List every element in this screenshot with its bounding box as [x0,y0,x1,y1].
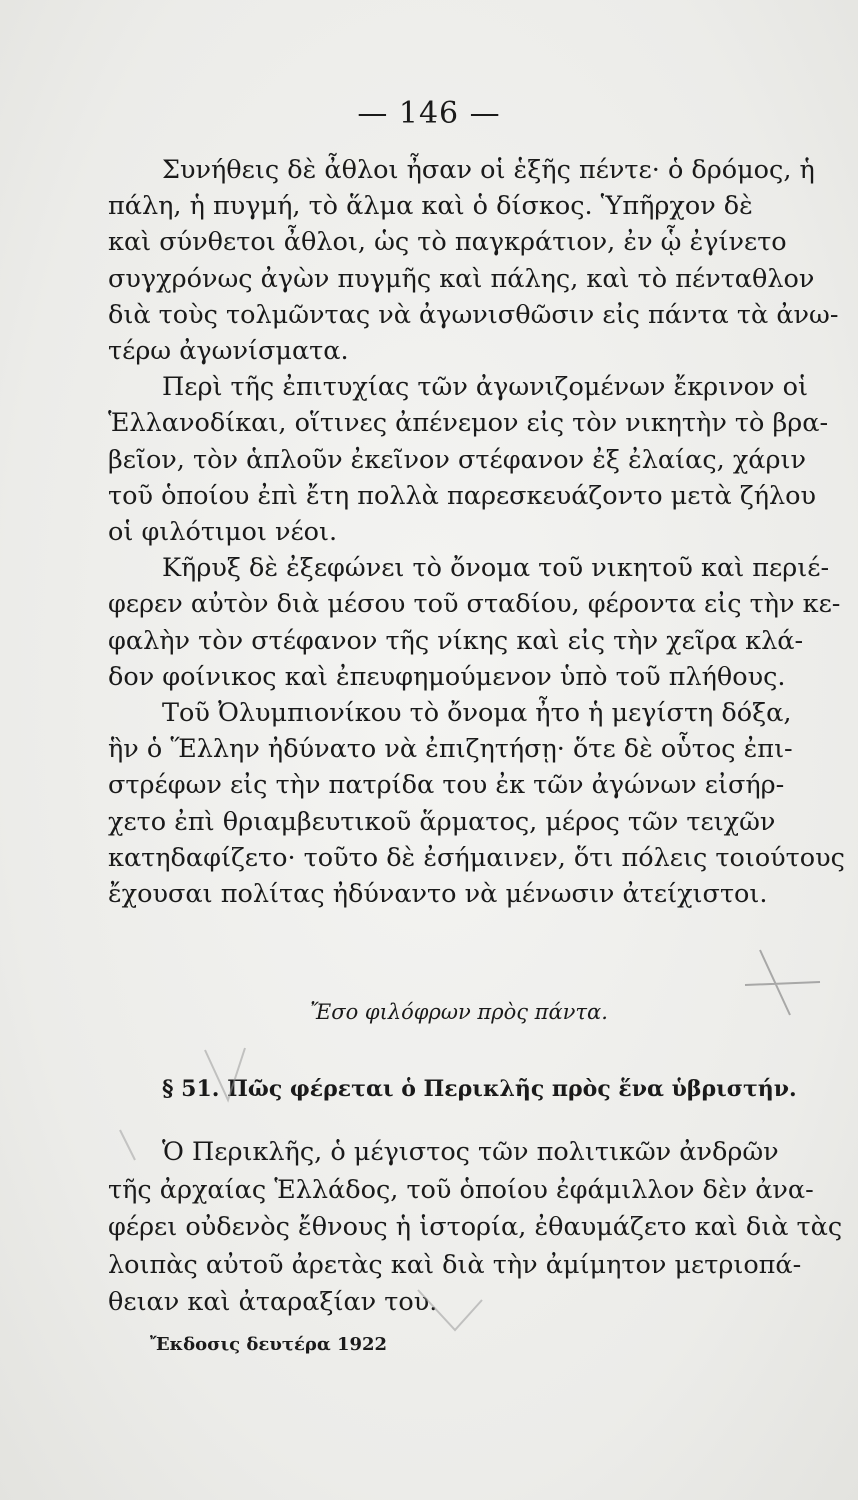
section-paragraph [108,1134,848,1322]
text-line: φαλὴν τὸν στέφανον τῆς νίκης καὶ εἰς τὴν χεῖρα κλά- [108,625,804,656]
text-line: φέρει οὐδενὸς ἔθνους ἡ ἱστορία, ἐθαυμάζετο καὶ διὰ τὰς [108,1212,843,1242]
text-line: Τοῦ Ὀλυμπιονίκου τὸ ὄνομα ἦτο ἡ μεγίστη δόξα, [162,698,792,729]
text-line: τέρω ἀγωνίσματα. [108,336,349,367]
text-line: στρέφων εἰς τὴν πατρίδα του ἐκ τῶν ἀγώνων εἰσήρ- [108,770,785,801]
paragraph-herald [108,550,848,695]
motto: Ἔσο φιλόφρων πρὸς πάντα. [310,1000,608,1024]
text-line: τοῦ ὁποίου ἐπὶ ἔτη πολλὰ παρεσκευάζοντο μετὰ ζήλου [108,480,816,511]
edition-note: Ἔκδοσις δευτέρα 1922 [150,1334,388,1355]
section-heading: § 51. Πῶς φέρεται ὁ Περικλῆς πρὸς ἕνα ὑβριστήν. [162,1076,797,1102]
text-line: οἱ φιλότιμοι νέοι. [108,517,338,548]
text-line: ἔχουσαι πολίτας ἠδύναντο νὰ μένωσιν ἀτείχιστοι. [108,879,768,910]
text-line: πάλη, ἡ πυγμή, τὸ ἅλμα καὶ ὁ δίσκος. Ὑπῆρχον δὲ [108,191,753,222]
text-line: φερεν αὐτὸν διὰ μέσου τοῦ σταδίου, φέροντα εἰς τὴν κε- [108,589,841,620]
text-line: δον φοίνικος καὶ ἐπευφημούμενον ὑπὸ τοῦ πλήθους. [108,661,786,692]
text-line: Περὶ τῆς ἐπιτυχίας τῶν ἀγωνιζομένων ἔκρινον οἱ [162,372,808,403]
text-line: καὶ σύνθετοι ἆθλοι, ὡς τὸ παγκράτιον, ἐν ᾧ ἐγίνετο [108,227,787,258]
text-line: ἣν ὁ Ἕλλην ἠδύνατο νὰ ἐπιζητήσῃ· ὅτε δὲ οὗτος ἐπι- [108,734,793,765]
paragraph-judges [108,369,848,550]
text-line: θειαν καὶ ἀταραξίαν του. [108,1287,438,1317]
page-number: — 146 — [357,96,501,131]
text-line: χετο ἐπὶ θριαμβευτικοῦ ἅρματος, μέρος τῶν τειχῶν [108,806,776,837]
text-line: Συνήθεις δὲ ἆθλοι ἦσαν οἱ ἑξῆς πέντε· ὁ δρόμος, ἡ [162,155,815,185]
text-line: βεῖον, τὸν ἁπλοῦν ἐκεῖνον στέφανον ἐξ ἐλαίας, χάριν [108,444,807,475]
text-line: συγχρόνως ἀγὼν πυγμῆς καὶ πάλης, καὶ τὸ πένταθλον [108,263,815,294]
text-line: λοιπὰς αὐτοῦ ἀρετὰς καὶ διὰ τὴν ἀμίμητον μετριοπά- [108,1249,802,1280]
paragraph-athletic-events [108,152,848,369]
text-line: Κῆρυξ δὲ ἐξεφώνει τὸ ὄνομα τοῦ νικητοῦ καὶ περιέ- [162,553,830,584]
text-line: τῆς ἀρχαίας Ἑλλάδος, τοῦ ὁποίου ἐφάμιλλον δὲν ἀνα- [108,1174,814,1205]
main-text [108,152,848,912]
text-line: κατηδαφίζετο· τοῦτο δὲ ἐσήμαινεν, ὅτι πόλεις τοιούτους [108,842,845,873]
text-line: Ἑλλανοδίκαι, οἵτινες ἀπένεμον εἰς τὸν νικητὴν τὸ βρα- [108,408,829,439]
paragraph-olympic-victor [108,695,848,912]
text-line: διὰ τοὺς τολμῶντας νὰ ἀγωνισθῶσιν εἰς πάντα τὰ ἀνω- [108,299,839,330]
text-line: Ὁ Περικλῆς, ὁ μέγιστος τῶν πολιτικῶν ἀνδρῶν [162,1137,779,1167]
